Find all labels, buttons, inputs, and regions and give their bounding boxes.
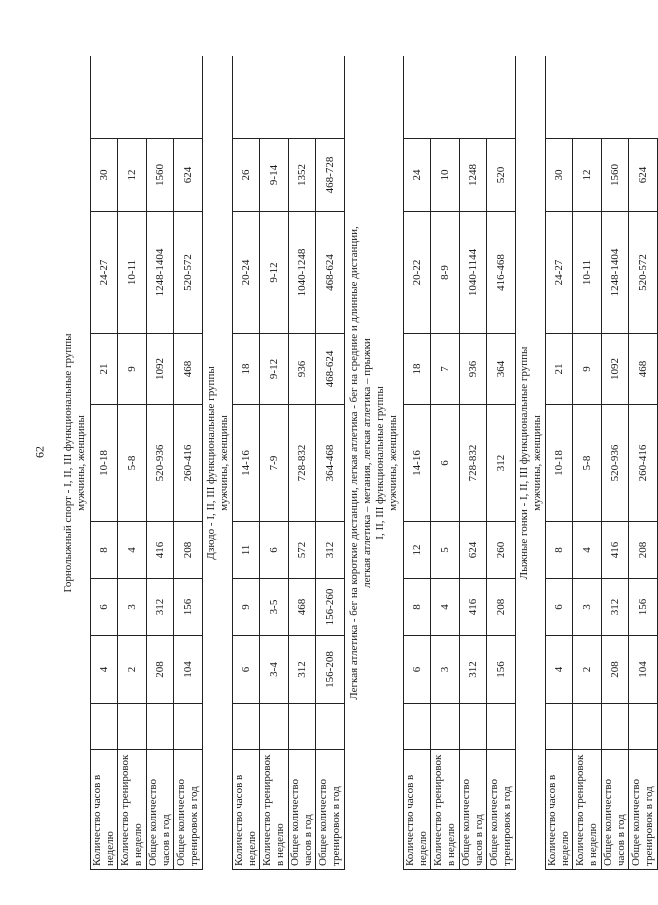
value-cell: 24-27 (546, 212, 573, 334)
value-cell: 260-416 (174, 405, 203, 522)
value-cell: 156 (174, 579, 203, 636)
value-cell: 6 (431, 405, 460, 522)
section-title (516, 56, 546, 869)
row-label: Общее количество тренировок в год (316, 750, 345, 870)
table-row (404, 56, 431, 869)
value-cell: 208 (147, 636, 174, 704)
value-cell: 8 (91, 522, 118, 579)
table-row (147, 56, 174, 869)
value-cell: 1248-1404 (147, 212, 174, 334)
value-cell: 9-12 (260, 212, 289, 334)
table-row (431, 56, 460, 869)
value-cell: 1352 (289, 139, 316, 212)
table-row (629, 56, 658, 869)
table-row (233, 56, 260, 869)
table-row (91, 56, 118, 869)
value-cell: 208 (629, 522, 658, 579)
section-title-line: I, II, III функциональные группы (374, 386, 386, 540)
value-cell: 7 (431, 334, 460, 405)
value-cell: 30 (91, 139, 118, 212)
value-cell: 156 (487, 636, 516, 704)
empty-cell (431, 704, 460, 750)
row-label: Общее количество тренировок в год (629, 750, 658, 870)
value-cell: 14-16 (404, 405, 431, 522)
value-cell: 8-9 (431, 212, 460, 334)
value-cell: 10-11 (118, 212, 147, 334)
value-cell: 24 (404, 139, 431, 212)
table-row (289, 56, 316, 869)
value-cell: 1248 (460, 139, 487, 212)
value-cell: 10-18 (546, 405, 573, 522)
value-cell: 26 (233, 139, 260, 212)
section-title-line: мужчины, женщины (217, 415, 230, 511)
empty-cell (174, 704, 203, 750)
value-cell: 520-572 (174, 212, 203, 334)
empty-cell (260, 704, 289, 750)
value-cell: 468 (289, 579, 316, 636)
value-cell: 156-260 (316, 579, 345, 636)
value-cell: 728-832 (460, 405, 487, 522)
value-cell: 9 (573, 334, 602, 405)
table-row (487, 56, 516, 869)
value-cell: 20-22 (404, 212, 431, 334)
empty-cell (404, 704, 431, 750)
section-title-line: мужчины, женщины (530, 415, 543, 511)
value-cell: 468 (629, 334, 658, 405)
value-cell: 12 (404, 522, 431, 579)
value-cell: 6 (546, 579, 573, 636)
section-title-row (203, 56, 233, 869)
row-label: Количество часов в неделю (404, 750, 431, 870)
value-cell: 728-832 (289, 405, 316, 522)
row-label: Количество тренировок в неделю (573, 750, 602, 870)
empty-cell (289, 704, 316, 750)
section-title (203, 56, 233, 869)
row-label: Общее количество часов в год (147, 750, 174, 870)
row-label: Общее количество часов в год (602, 750, 629, 870)
section-title (60, 56, 91, 869)
value-cell: 14-16 (233, 405, 260, 522)
value-cell: 1560 (147, 139, 174, 212)
value-cell: 468 (174, 334, 203, 405)
value-cell: 572 (289, 522, 316, 579)
value-cell: 6 (91, 579, 118, 636)
value-cell: 5 (431, 522, 460, 579)
value-cell: 1248-1404 (602, 212, 629, 334)
value-cell: 4 (91, 636, 118, 704)
value-cell: 364-468 (316, 405, 345, 522)
section-title-row (345, 56, 404, 869)
value-cell: 104 (629, 636, 658, 704)
value-cell: 468-624 (316, 334, 345, 405)
value-cell: 21 (91, 334, 118, 405)
value-cell: 520-936 (147, 405, 174, 522)
value-cell: 624 (460, 522, 487, 579)
value-cell: 6 (260, 522, 289, 579)
table-row (316, 56, 345, 869)
value-cell: 24-27 (91, 212, 118, 334)
table-row (260, 56, 289, 869)
row-label: Количество тренировок в неделю (431, 750, 460, 870)
row-label: Общее количество часов в год (289, 750, 316, 870)
row-label: Общее количество тренировок в год (487, 750, 516, 870)
value-cell: 9-12 (260, 334, 289, 405)
row-label: Общее количество часов в год (460, 750, 487, 870)
empty-cell (118, 704, 147, 750)
value-cell: 364 (487, 334, 516, 405)
value-cell: 156 (629, 579, 658, 636)
value-cell: 468-624 (316, 212, 345, 334)
row-label: Количество тренировок в неделю (118, 750, 147, 870)
value-cell: 156-208 (316, 636, 345, 704)
value-cell: 520-572 (629, 212, 658, 334)
rotated-table-block (60, 57, 655, 870)
page-number: 62 (32, 446, 47, 458)
section-title-line: Горнолыжный спорт - I, II, III функциональные группы (62, 333, 74, 593)
value-cell: 3-4 (260, 636, 289, 704)
value-cell: 2 (573, 636, 602, 704)
table-row (573, 56, 602, 869)
value-cell: 4 (546, 636, 573, 704)
value-cell: 7-9 (260, 405, 289, 522)
section-title-row (516, 56, 546, 869)
value-cell: 260-416 (629, 405, 658, 522)
value-cell: 3-5 (260, 579, 289, 636)
value-cell: 936 (289, 334, 316, 405)
value-cell: 4 (431, 579, 460, 636)
value-cell: 10-11 (573, 212, 602, 334)
value-cell: 2 (118, 636, 147, 704)
value-cell: 1560 (602, 139, 629, 212)
empty-cell (460, 704, 487, 750)
value-cell: 4 (573, 522, 602, 579)
section-title-line: Дзюдо - I, II, III функциональные группы (204, 366, 217, 560)
value-cell: 312 (147, 579, 174, 636)
value-cell: 1040-1144 (460, 212, 487, 334)
empty-cell (546, 704, 573, 750)
value-cell: 3 (118, 579, 147, 636)
value-cell: 10 (431, 139, 460, 212)
empty-cell (91, 704, 118, 750)
table-row (602, 56, 629, 869)
empty-cell (602, 704, 629, 750)
value-cell: 1040-1248 (289, 212, 316, 334)
row-label: Количество часов в неделю (546, 750, 573, 870)
value-cell: 312 (460, 636, 487, 704)
value-cell: 416-468 (487, 212, 516, 334)
section-title-row (60, 56, 91, 869)
value-cell: 1092 (602, 334, 629, 405)
value-cell: 4 (118, 522, 147, 579)
value-cell: 20-24 (233, 212, 260, 334)
value-cell: 416 (602, 522, 629, 579)
value-cell: 12 (118, 139, 147, 212)
value-cell: 520 (487, 139, 516, 212)
section-title-line: мужчины, женщины (387, 415, 399, 511)
value-cell: 10-18 (91, 405, 118, 522)
empty-cell (573, 704, 602, 750)
row-label: Количество часов в неделю (91, 750, 118, 870)
value-cell: 1092 (147, 334, 174, 405)
empty-cell (487, 704, 516, 750)
value-cell: 8 (546, 522, 573, 579)
value-cell: 30 (546, 139, 573, 212)
section-title-line: Легкая атлетика - бег на короткие дистанции, легкая атлетика - бег на средние и длинные дистанции, (348, 226, 360, 700)
value-cell: 5-8 (573, 405, 602, 522)
section-title-line: легкая атлетика – метания, легкая атлетика – прыжки (361, 338, 373, 588)
value-cell: 18 (233, 334, 260, 405)
value-cell: 9 (233, 579, 260, 636)
value-cell: 9-14 (260, 139, 289, 212)
training-load-table (60, 56, 658, 870)
value-cell: 416 (147, 522, 174, 579)
table-row (174, 56, 203, 869)
row-label: Количество тренировок в неделю (260, 750, 289, 870)
value-cell: 208 (487, 579, 516, 636)
value-cell: 11 (233, 522, 260, 579)
section-title-line: мужчины, женщины (75, 415, 87, 511)
value-cell: 260 (487, 522, 516, 579)
value-cell: 8 (404, 579, 431, 636)
value-cell: 6 (404, 636, 431, 704)
empty-cell (629, 704, 658, 750)
section-title-line: Лыжные гонки - I, II, III функциональные группы (517, 346, 530, 580)
row-label: Количество часов в неделю (233, 750, 260, 870)
value-cell: 624 (174, 139, 203, 212)
value-cell: 3 (573, 579, 602, 636)
value-cell: 208 (174, 522, 203, 579)
table-row (546, 56, 573, 869)
empty-cell (316, 704, 345, 750)
value-cell: 9 (118, 334, 147, 405)
value-cell: 18 (404, 334, 431, 405)
row-label: Общее количество тренировок в год (174, 750, 203, 870)
value-cell: 104 (174, 636, 203, 704)
value-cell: 520-936 (602, 405, 629, 522)
value-cell: 936 (460, 334, 487, 405)
empty-cell (233, 704, 260, 750)
section-title (345, 56, 404, 869)
value-cell: 6 (233, 636, 260, 704)
value-cell: 312 (289, 636, 316, 704)
value-cell: 12 (573, 139, 602, 212)
value-cell: 312 (487, 405, 516, 522)
value-cell: 208 (602, 636, 629, 704)
value-cell: 416 (460, 579, 487, 636)
value-cell: 3 (431, 636, 460, 704)
value-cell: 5-8 (118, 405, 147, 522)
value-cell: 312 (316, 522, 345, 579)
value-cell: 312 (602, 579, 629, 636)
table-row (118, 56, 147, 869)
value-cell: 624 (629, 139, 658, 212)
value-cell: 468-728 (316, 139, 345, 212)
value-cell: 21 (546, 334, 573, 405)
table-row (460, 56, 487, 869)
empty-cell (147, 704, 174, 750)
